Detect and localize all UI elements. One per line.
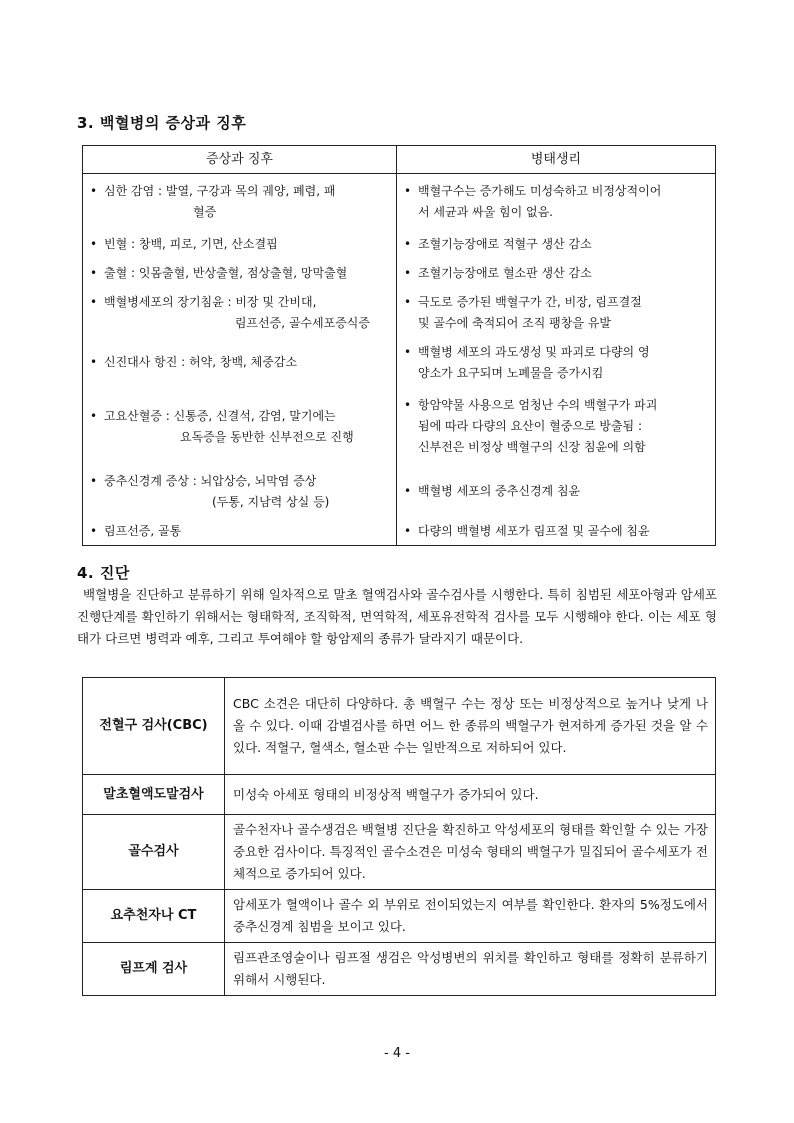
symptom-text: 심한 감염 : 발열, 구강과 목의 궤양, 폐렴, 패 [104, 183, 336, 198]
patho-text: 양소가 요구되며 노폐물을 증가시킴 [418, 365, 604, 380]
symptom-text: 림프선증, 골통 [104, 523, 182, 538]
test-description: 골수천자나 골수생검은 백혈병 진단을 확진하고 악성세포의 형태를 확인할 수 있는 가장 중요한 검사이다. 특징적인 골수소견은 미성숙 형태의 백혈구가 밀집되어 골수세포가 전체적으로 증가되어 있다. [225, 815, 716, 890]
patho-cell: • 백혈병 세포의 과도생성 및 파괴로 다량의 영 양소가 요구되며 노폐물을 증가시킴 [397, 338, 716, 388]
test-name: 림프계 검사 [83, 943, 225, 996]
section-3-heading: 3. 백혈병의 증상과 징후 [77, 114, 247, 132]
symptom-cell: • 출혈 : 잇몸출혈, 반상출혈, 점상출혈, 망막출혈 [83, 259, 397, 288]
col-header-pathophysiology: 병태생리 [397, 146, 716, 174]
symptom-cell: • 심한 감염 : 발열, 구강과 목의 궤양, 폐렴, 패 혈증 [83, 174, 397, 230]
test-description: 암세포가 혈액이나 골수 외 부위로 전이되었는지 여부를 확인한다. 환자의 5%정도에서 중추신경계 침범을 보이고 있다. [225, 890, 716, 943]
patho-cell: • 조혈기능장애로 적혈구 생산 감소 [397, 230, 716, 259]
symptom-cell: • 중추신경계 증상 : 뇌압상승, 뇌막염 증상 (두통, 지남력 상실 등) [83, 466, 397, 518]
symptom-text: 혈증 [193, 204, 217, 219]
symptom-cell: • 빈혈 : 창백, 피로, 기면, 산소결핍 [83, 230, 397, 259]
test-name: 요추천자나 CT [83, 890, 225, 943]
section-4-heading: 4. 진단 [77, 564, 130, 582]
symptom-cell: • 신진대사 항진 : 허약, 창백, 체중감소 [83, 338, 397, 388]
test-description: 미성숙 아세포 형태의 비정상적 백혈구가 증가되어 있다. [225, 775, 716, 815]
test-description: 림프관조영술이나 림프절 생검은 악성병변의 위치를 확인하고 형태를 정확히 분류하기 위해서 시행된다. [225, 943, 716, 996]
test-name: 말초혈액도말검사 [83, 775, 225, 815]
patho-text: 백혈병 세포의 과도생성 및 파괴로 다량의 영 [418, 344, 650, 359]
test-name: 골수검사 [83, 815, 225, 890]
symptom-text: 요독증을 동반한 신부전으로 진행 [180, 429, 354, 444]
patho-text: 항암약물 사용으로 엄청난 수의 백혈구가 파괴 [418, 398, 658, 412]
test-name: 전혈구 검사(CBC) [83, 678, 225, 775]
symptom-text: (두통, 지남력 상실 등) [212, 494, 330, 509]
symptom-text: 백혈병세포의 장기침윤 : 비장 및 간비대, [104, 294, 317, 309]
patho-cell: • 극도로 증가된 백혈구가 간, 비장, 림프결절 및 골수에 축적되어 조직 팽창을 유발 [397, 288, 716, 338]
diagnosis-table [82, 677, 716, 996]
patho-cell: • 다량의 백혈병 세포가 림프절 및 골수에 침윤 [397, 518, 716, 546]
patho-text: 신부전은 비정상 백혈구의 신장 침윤에 의함 [418, 440, 646, 454]
patho-text: 및 골수에 축적되어 조직 팽창을 유발 [418, 315, 611, 330]
diagnosis-paragraph: 백혈병을 진단하고 분류하기 위해 일차적으로 말초 혈액검사와 골수검사를 시행한다. 특히 침범된 세포아형과 암세포 진행단계를 확인하기 위해서는 형태학적, 조직학적, 면역학적, 세포유전학적 검사를 모두 시행해야 한다. 이는 세포 형태가 다르면 병력과 예후, 그리고 투여해야 할 항암제의 종류가 달라지기 때문이다. [77, 587, 717, 646]
symptoms-table [82, 145, 716, 546]
symptom-text: 빈혈 : 창백, 피로, 기면, 산소결핍 [104, 236, 278, 251]
patho-text: 조혈기능장애로 혈소판 생산 감소 [418, 265, 592, 280]
patho-text: 백혈병 세포의 중추신경계 침윤 [418, 484, 581, 498]
patho-cell: • 항암약물 사용으로 엄청난 수의 백혈구가 파괴 됨에 따라 다량의 요산이 혈중으로 방출됨 : 신부전은 비정상 백혈구의 신장 침윤에 의함 [397, 388, 716, 466]
patho-cell: • 백혈병 세포의 중추신경계 침윤 [397, 466, 716, 518]
symptom-text: 고요산혈증 : 신통증, 신결석, 감염, 말기에는 [104, 408, 336, 423]
symptom-cell: • 백혈병세포의 장기침윤 : 비장 및 간비대, 림프선증, 골수세포증식증 [83, 288, 397, 338]
patho-text: 조혈기능장애로 적혈구 생산 감소 [418, 236, 592, 251]
symptom-text: 신진대사 항진 : 허약, 창백, 체중감소 [104, 355, 298, 369]
patho-cell: • 백혈구수는 증가해도 미성숙하고 비정상적이어 서 세균과 싸울 힘이 없음. [397, 174, 716, 230]
col-header-symptoms: 증상과 징후 [83, 146, 397, 174]
patho-text: 백혈구수는 증가해도 미성숙하고 비정상적이어 [418, 183, 662, 198]
symptom-cell: • 고요산혈증 : 신통증, 신결석, 감염, 말기에는 요독증을 동반한 신부전으로 진행 [83, 388, 397, 466]
patho-text: 서 세균과 싸울 힘이 없음. [418, 204, 553, 219]
test-description: CBC 소견은 대단히 다양하다. 총 백혈구 수는 정상 또는 비정상적으로 높거나 낮게 나올 수 있다. 이때 감별검사를 하면 어느 한 종류의 백혈구가 현저하게 증가된 것을 알 수 있다. 적혈구, 혈색소, 혈소판 수는 일반적으로 저하되어 있다. [225, 678, 716, 775]
patho-text: 다량의 백혈병 세포가 림프절 및 골수에 침윤 [418, 523, 650, 538]
patho-text: 됨에 따라 다량의 요산이 혈중으로 방출됨 : [418, 419, 642, 433]
patho-text: 극도로 증가된 백혈구가 간, 비장, 림프결절 [418, 294, 642, 309]
symptom-cell: • 림프선증, 골통 [83, 518, 397, 546]
page-number: - 4 - [384, 1046, 410, 1061]
patho-cell: • 조혈기능장애로 혈소판 생산 감소 [397, 259, 716, 288]
symptom-text: 중추신경계 증상 : 뇌압상승, 뇌막염 증상 [104, 473, 317, 488]
symptom-text: 림프선증, 골수세포증식증 [234, 315, 370, 330]
symptom-text: 출혈 : 잇몸출혈, 반상출혈, 점상출혈, 망막출혈 [104, 265, 348, 280]
